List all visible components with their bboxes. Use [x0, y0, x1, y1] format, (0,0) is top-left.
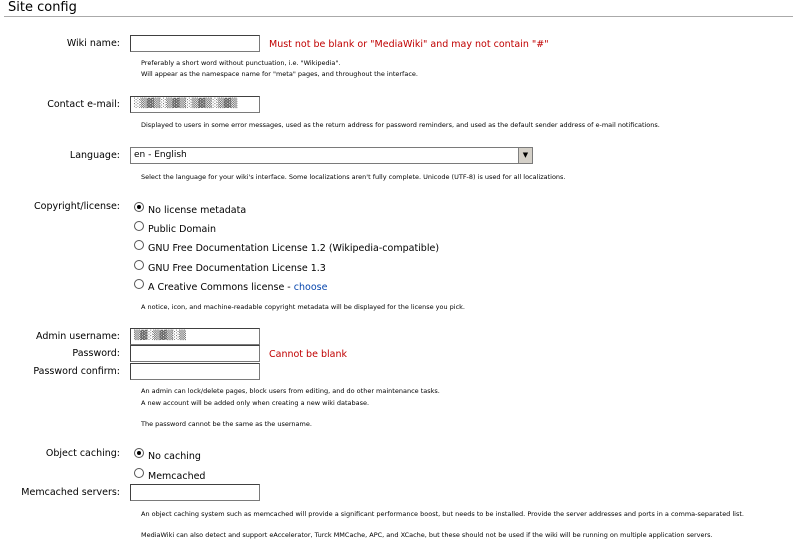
- license-option-cc-label: A Creative Commons license -: [148, 282, 294, 293]
- license-option-cc: [148, 282, 327, 293]
- section-divider: [4, 16, 793, 17]
- caching-radio-memcached[interactable]: [134, 468, 144, 478]
- language-select[interactable]: [130, 147, 533, 164]
- language-label: Language:: [69, 150, 120, 161]
- license-radio-none[interactable]: [134, 202, 144, 212]
- admin-username-label: Admin username:: [36, 331, 120, 342]
- password-input[interactable]: [130, 345, 260, 362]
- admin-hint-2: A new account will be added only when creating a new wiki database.: [141, 399, 370, 407]
- password-label: Password:: [72, 348, 120, 359]
- license-radio-public-domain[interactable]: [134, 221, 144, 231]
- wiki-name-input[interactable]: [130, 35, 260, 52]
- object-caching-label: Object caching:: [45, 448, 120, 459]
- caching-option-memcached: Memcached: [148, 471, 206, 482]
- wiki-name-label: Wiki name:: [66, 38, 120, 49]
- admin-hint-1: An admin can lock/delete pages, block users from editing, and do other maintenance tasks.: [141, 387, 440, 395]
- license-radio-cc[interactable]: [134, 279, 144, 289]
- contact-email-hint: Displayed to users in some error messages, used as the return address for password reminders, and used as the default sender address of e-mail notifications.: [141, 121, 660, 129]
- password-confirm-input[interactable]: [130, 363, 260, 380]
- password-error: Cannot be blank: [269, 349, 347, 360]
- password-confirm-label: Password confirm:: [33, 366, 120, 377]
- admin-username-input[interactable]: ▒▓░▒▓▒░▒: [130, 328, 260, 345]
- copyright-label: Copyright/license:: [34, 201, 120, 212]
- section-title: Site config: [8, 0, 77, 15]
- caching-radio-none[interactable]: [134, 448, 144, 458]
- chevron-down-icon[interactable]: ▼: [518, 148, 532, 163]
- memcached-servers-label: Memcached servers:: [21, 487, 120, 498]
- wiki-name-hint-1: Preferably a short word without punctuation, i.e. "Wikipedia".: [141, 59, 341, 67]
- caching-option-none: No caching: [148, 451, 201, 462]
- license-option-gfdl-12: GNU Free Documentation License 1.2 (Wikipedia-compatible): [148, 243, 440, 254]
- license-radio-gfdl-13[interactable]: [134, 260, 144, 270]
- memcached-servers-input[interactable]: [130, 484, 260, 501]
- license-option-public-domain: Public Domain: [148, 224, 216, 235]
- contact-email-label: Contact e-mail:: [47, 99, 120, 110]
- license-option-none: No license metadata: [148, 205, 247, 216]
- license-option-gfdl-13: GNU Free Documentation License 1.3: [148, 263, 326, 274]
- admin-hint-3: The password cannot be the same as the username.: [141, 420, 312, 428]
- language-selected-value: en - English: [134, 150, 187, 160]
- wiki-name-error: Must not be blank or "MediaWiki" and may not contain "#": [269, 39, 549, 50]
- language-hint: Select the language for your wiki's interface. Some localizations aren't fully complete. Unicode (UTF-8) is used for all localizations.: [141, 173, 566, 181]
- caching-hint-1: An object caching system such as memcached will provide a significant performance boost, but needs to be installed. Provide the server addresses and ports in a comma-separated list.: [141, 510, 744, 518]
- wiki-name-hint-2: Will appear as the namespace name for "meta" pages, and throughout the interface.: [141, 70, 418, 78]
- choose-license-link[interactable]: choose: [293, 282, 328, 293]
- contact-email-input[interactable]: ░▒▓▒░▒▓▒░▒▓▒░▒▓▒: [130, 96, 260, 113]
- caching-hint-2: MediaWiki can also detect and support eAccelerator, Turck MMCache, APC, and XCache, but these should not be used if the wiki will be running on multiple application servers.: [141, 531, 713, 539]
- license-radio-gfdl-12[interactable]: [134, 240, 144, 250]
- copyright-hint: A notice, icon, and machine-readable copyright metadata will be displayed for the license you pick.: [141, 303, 466, 311]
